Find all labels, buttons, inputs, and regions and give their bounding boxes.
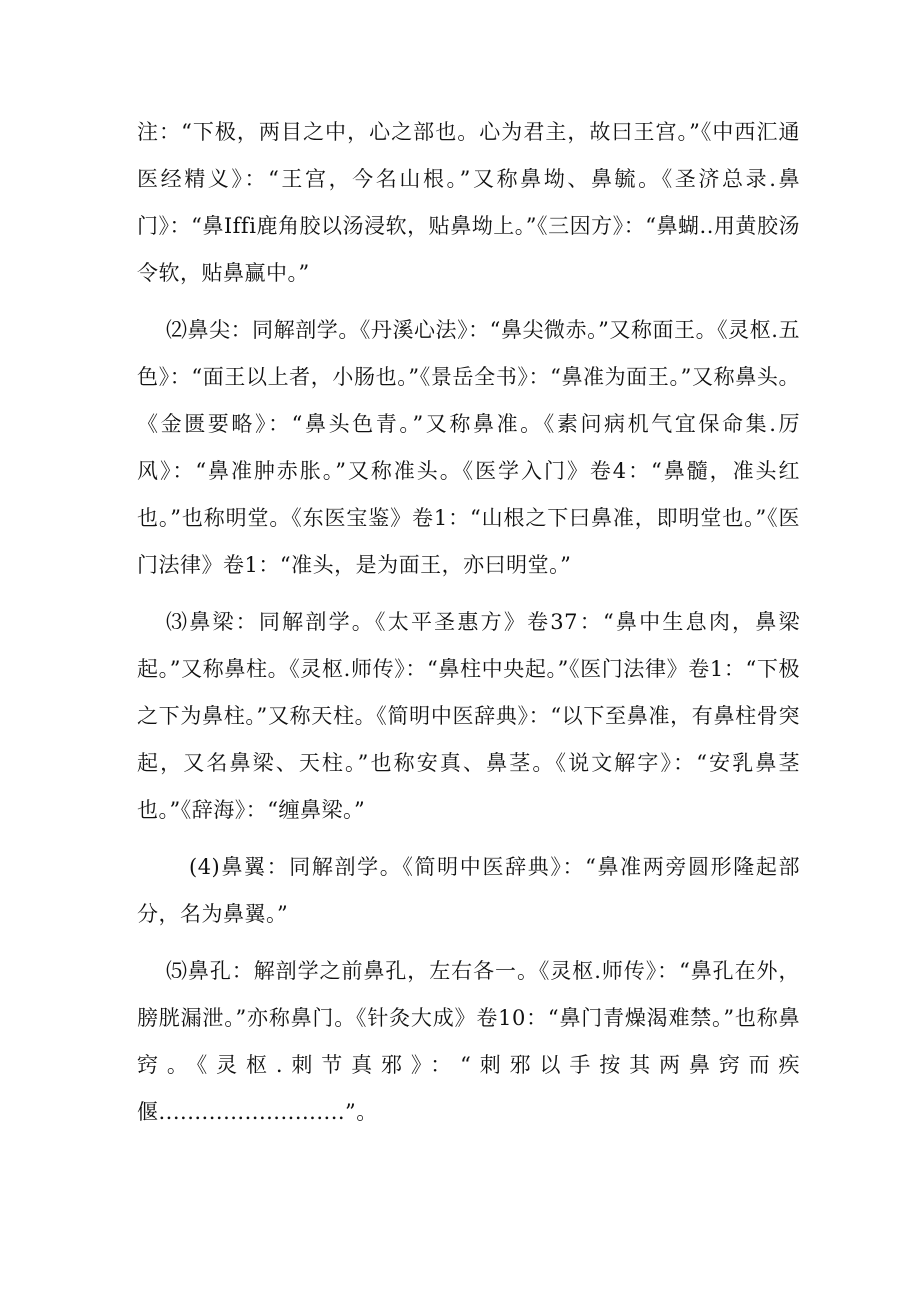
paragraph-nose-bridge: ⑶鼻梁：同解剖学。《太平圣惠方》卷37：“鼻中生息肉，鼻梁起。”又称鼻柱。《灵枢.师传》：“鼻柱中央起。”《医门法律》卷1：“下极之下为鼻柱。”又称天柱。《简明中医辞典》：“以下至鼻准，有鼻柱骨突起，又名鼻梁、天柱。”也称安真、鼻茎。《说文解字》：“安乳鼻茎也。”《辞海》：“缠鼻梁。”	[137, 610, 800, 822]
paragraph-nostril: ⑸鼻孔：解剖学之前鼻孔，左右各一。《灵枢.师传》：“鼻孔在外，膀胱漏泄。”亦称鼻门。《针灸大成》卷10：“鼻门青燥渴难禁。”也称鼻窍。《灵枢.刺节真邪》：“刺邪以手按其两鼻窍而疾偃..........................”。	[137, 959, 800, 1124]
paragraph-nose-tip: ⑵鼻尖：同解剖学。《丹溪心法》：“鼻尖微赤。”又称面王。《灵枢.五色》：“面王以上者，小肠也。”《景岳全书》：“鼻准为面王。”又称鼻头。《金匮要略》：“鼻头色青。”又称鼻准。《素问病机气宜保命集.厉风》：“鼻准肿赤胀。”又称准头。《医学入门》卷4：“鼻髓，准头红也。”也称明堂。《东医宝鉴》卷1：“山根之下曰鼻准，即明堂也。”《医门法律》卷1：“准头，是为面王，亦曰明堂。”	[137, 318, 800, 577]
paragraph-intro: 注：“下极，两目之中，心之部也。心为君主，故曰王宫。”《中西汇通医经精义》：“王宫，今名山根。”又称鼻坳、鼻毓。《圣济总录.鼻门》：“鼻Iffi鹿角胶以汤浸软，贴鼻坳上。”《三因方》：“鼻蝴..用黄胶汤令软，贴鼻赢中。”	[137, 120, 800, 285]
paragraph-nose-wing: (4)鼻翼：同解剖学。《简明中医辞典》：“鼻准两旁圆形隆起部分，名为鼻翼。”	[137, 855, 800, 926]
